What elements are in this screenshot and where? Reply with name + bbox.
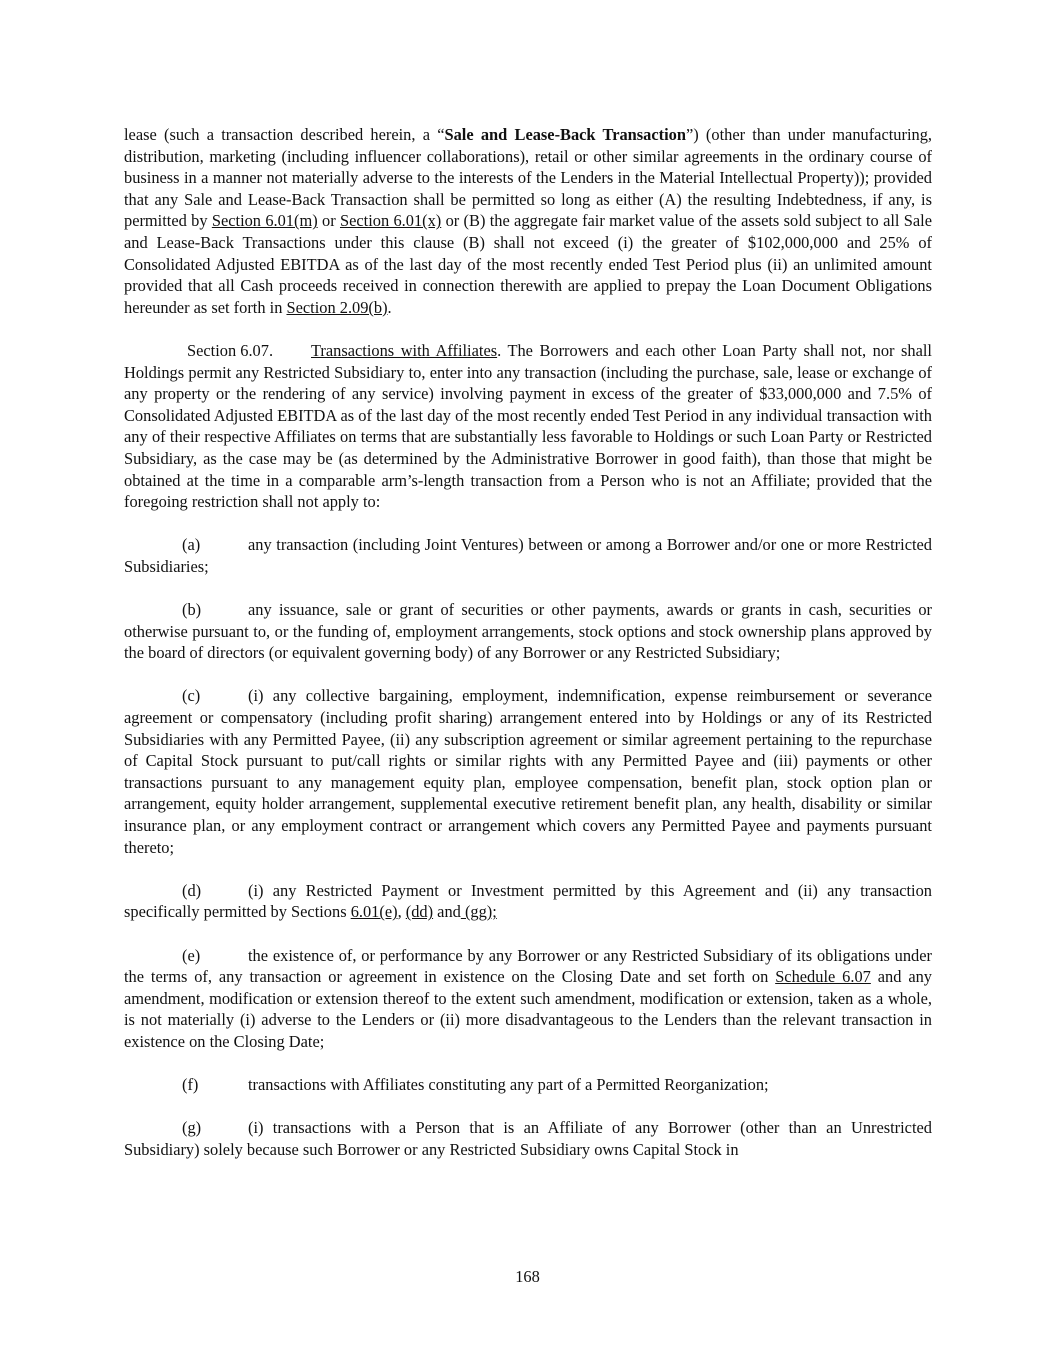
cross-reference: Section 6.01(x) <box>339 211 442 231</box>
clause-label: (f) <box>182 1075 199 1095</box>
text: or <box>317 211 340 231</box>
text: . <box>387 297 392 317</box>
clause-label: (a) <box>182 535 201 555</box>
cross-reference: (dd) <box>405 902 434 922</box>
clause-text: and <box>433 902 461 922</box>
section-text: . The Borrowers and each other Loan Party shall not, nor shall Holdings permit any Restricted Subsidiary to, enter into any transaction (including the purchase, sale, lease or exchange of any property or the rendering of any service) involving payment in excess of the greater of $33,000,000 and 7.5% of Consolidated Adjusted EBITDA as of the last day of the most recently ended Test Period in any individual transaction with any of their respective Affiliates on terms that are substantially less favorable to Holdings or such Loan Party or Restricted Subsidiary, as the case may be (as determined by the Administrative Borrower in good faith), than those that might be obtained at the time in a comparable arm’s-length transaction from a Person who is not an Affiliate; provided that the foregoing restriction shall not apply to: <box>124 340 932 512</box>
cross-reference: Schedule 6.07 <box>775 967 871 987</box>
section-6-07-paragraph <box>124 340 932 513</box>
clause-text: the existence of, or performance by any Borrower or any Restricted Subsidiary of its obligations under the terms of, any transaction or agreement in existence on the Closing Date and set forth on <box>124 945 932 987</box>
clause-label: (g) <box>182 1118 202 1138</box>
clause-text: any issuance, sale or grant of securities or other payments, awards or grants in cash, securities or otherwise pursuant to, or the funding of, employment arrangements, stock options and stock ownership plans approved by the board of directors (or equivalent governing body) of any Borrower or any Restricted Subsidiary; <box>124 600 932 663</box>
clause-d <box>124 880 932 923</box>
clause-text: transactions with Affiliates constituting any part of a Permitted Reorganization; <box>248 1075 769 1095</box>
clause-text: any transaction (including Joint Ventures) between or among a Borrower and/or one or more Restricted Subsidiaries; <box>124 535 932 576</box>
clause-a <box>124 534 932 577</box>
section-number: Section 6.07. <box>187 340 274 360</box>
clause-label: (c) <box>182 686 201 706</box>
clause-f <box>124 1074 932 1096</box>
text: lease (such a transaction described herein, a “ <box>124 125 445 144</box>
cross-reference: 6.01(e) <box>350 902 398 922</box>
clause-text: (i) transactions with a Person that is an Affiliate of any Borrower (other than an Unrestricted Subsidiary) solely because such Borrower or any Restricted Subsidiary owns Capital Stock in <box>124 1118 932 1159</box>
text: or (B) the aggregate fair market value of the assets sold subject to all Sale and Lease-Back Transactions under this clause (B) shall not exceed (i) the greater of $102,000,000 and 25% of Consolidated Adjusted EBITDA as of the last day of the most recently ended Test Period plus (ii) an unlimited amount provided that all Cash proceeds received in connection therewith are applied to prepay the Loan Document Obligations hereunder as set forth in <box>124 211 932 317</box>
clause-b <box>124 599 932 664</box>
cross-reference: Section 2.09(b) <box>286 297 388 317</box>
clause-text: (i) any Restricted Payment or Investment permitted by this Agreement and (ii) any transaction specifically permitted by Sections <box>124 880 932 922</box>
clause-e <box>124 945 932 1053</box>
clause-c <box>124 685 932 858</box>
defined-term: Sale and Lease-Back Transaction <box>444 125 686 144</box>
clause-text: , <box>397 902 406 922</box>
clause-label: (d) <box>182 880 202 900</box>
section-heading: Transactions with Affiliates <box>311 340 498 360</box>
text: ”) (other than under manufacturing, distribution, marketing (including influencer collaborations), retail or other similar agreements in the ordinary course of business in a manner not materially adverse to the interests of the Lenders in the Material Intellectual Property)); provided that any Sale and Lease-Back Transaction shall be permitted so long as either (A) the resulting Indebtedness, if any, is permitted by <box>124 125 932 231</box>
clause-label: (e) <box>182 945 201 965</box>
clause-g <box>124 1117 932 1160</box>
document-page <box>124 124 932 1182</box>
clause-text: (i) any collective bargaining, employment, indemnification, expense reimbursement or severance agreement or compensatory (including profit sharing) arrangement entered into by Holdings or any of its Restricted Subsidiaries with any Permitted Payee, (ii) any subscription agreement or similar agreement pertaining to the repurchase of Capital Stock pursuant to put/call rights or similar rights with any Permitted Payee and (iii) payments or other transactions pursuant to any management equity plan, employee compensation, benefit plan, stock option plan or arrangement, equity holder arrangement, supplemental executive retirement benefit plan, any health, disability or similar insurance plan, or any employment contract or arrangement which covers any Permitted Payee and payments pursuant thereto; <box>124 686 932 857</box>
clause-text: and any amendment, modification or extension thereof to the extent such amendment, modification or extension, taken as a whole, is not materially (i) adverse to the Lenders or (ii) more disadvantageous to the Lenders than the relevant transaction in existence on the Closing Date; <box>124 967 932 1051</box>
cross-reference: Section 6.01(m) <box>211 211 318 231</box>
paragraph-sale-leaseback <box>124 124 932 318</box>
page-number: 168 <box>515 1267 540 1286</box>
clause-label: (b) <box>182 600 202 620</box>
cross-reference: (gg); <box>460 902 497 922</box>
